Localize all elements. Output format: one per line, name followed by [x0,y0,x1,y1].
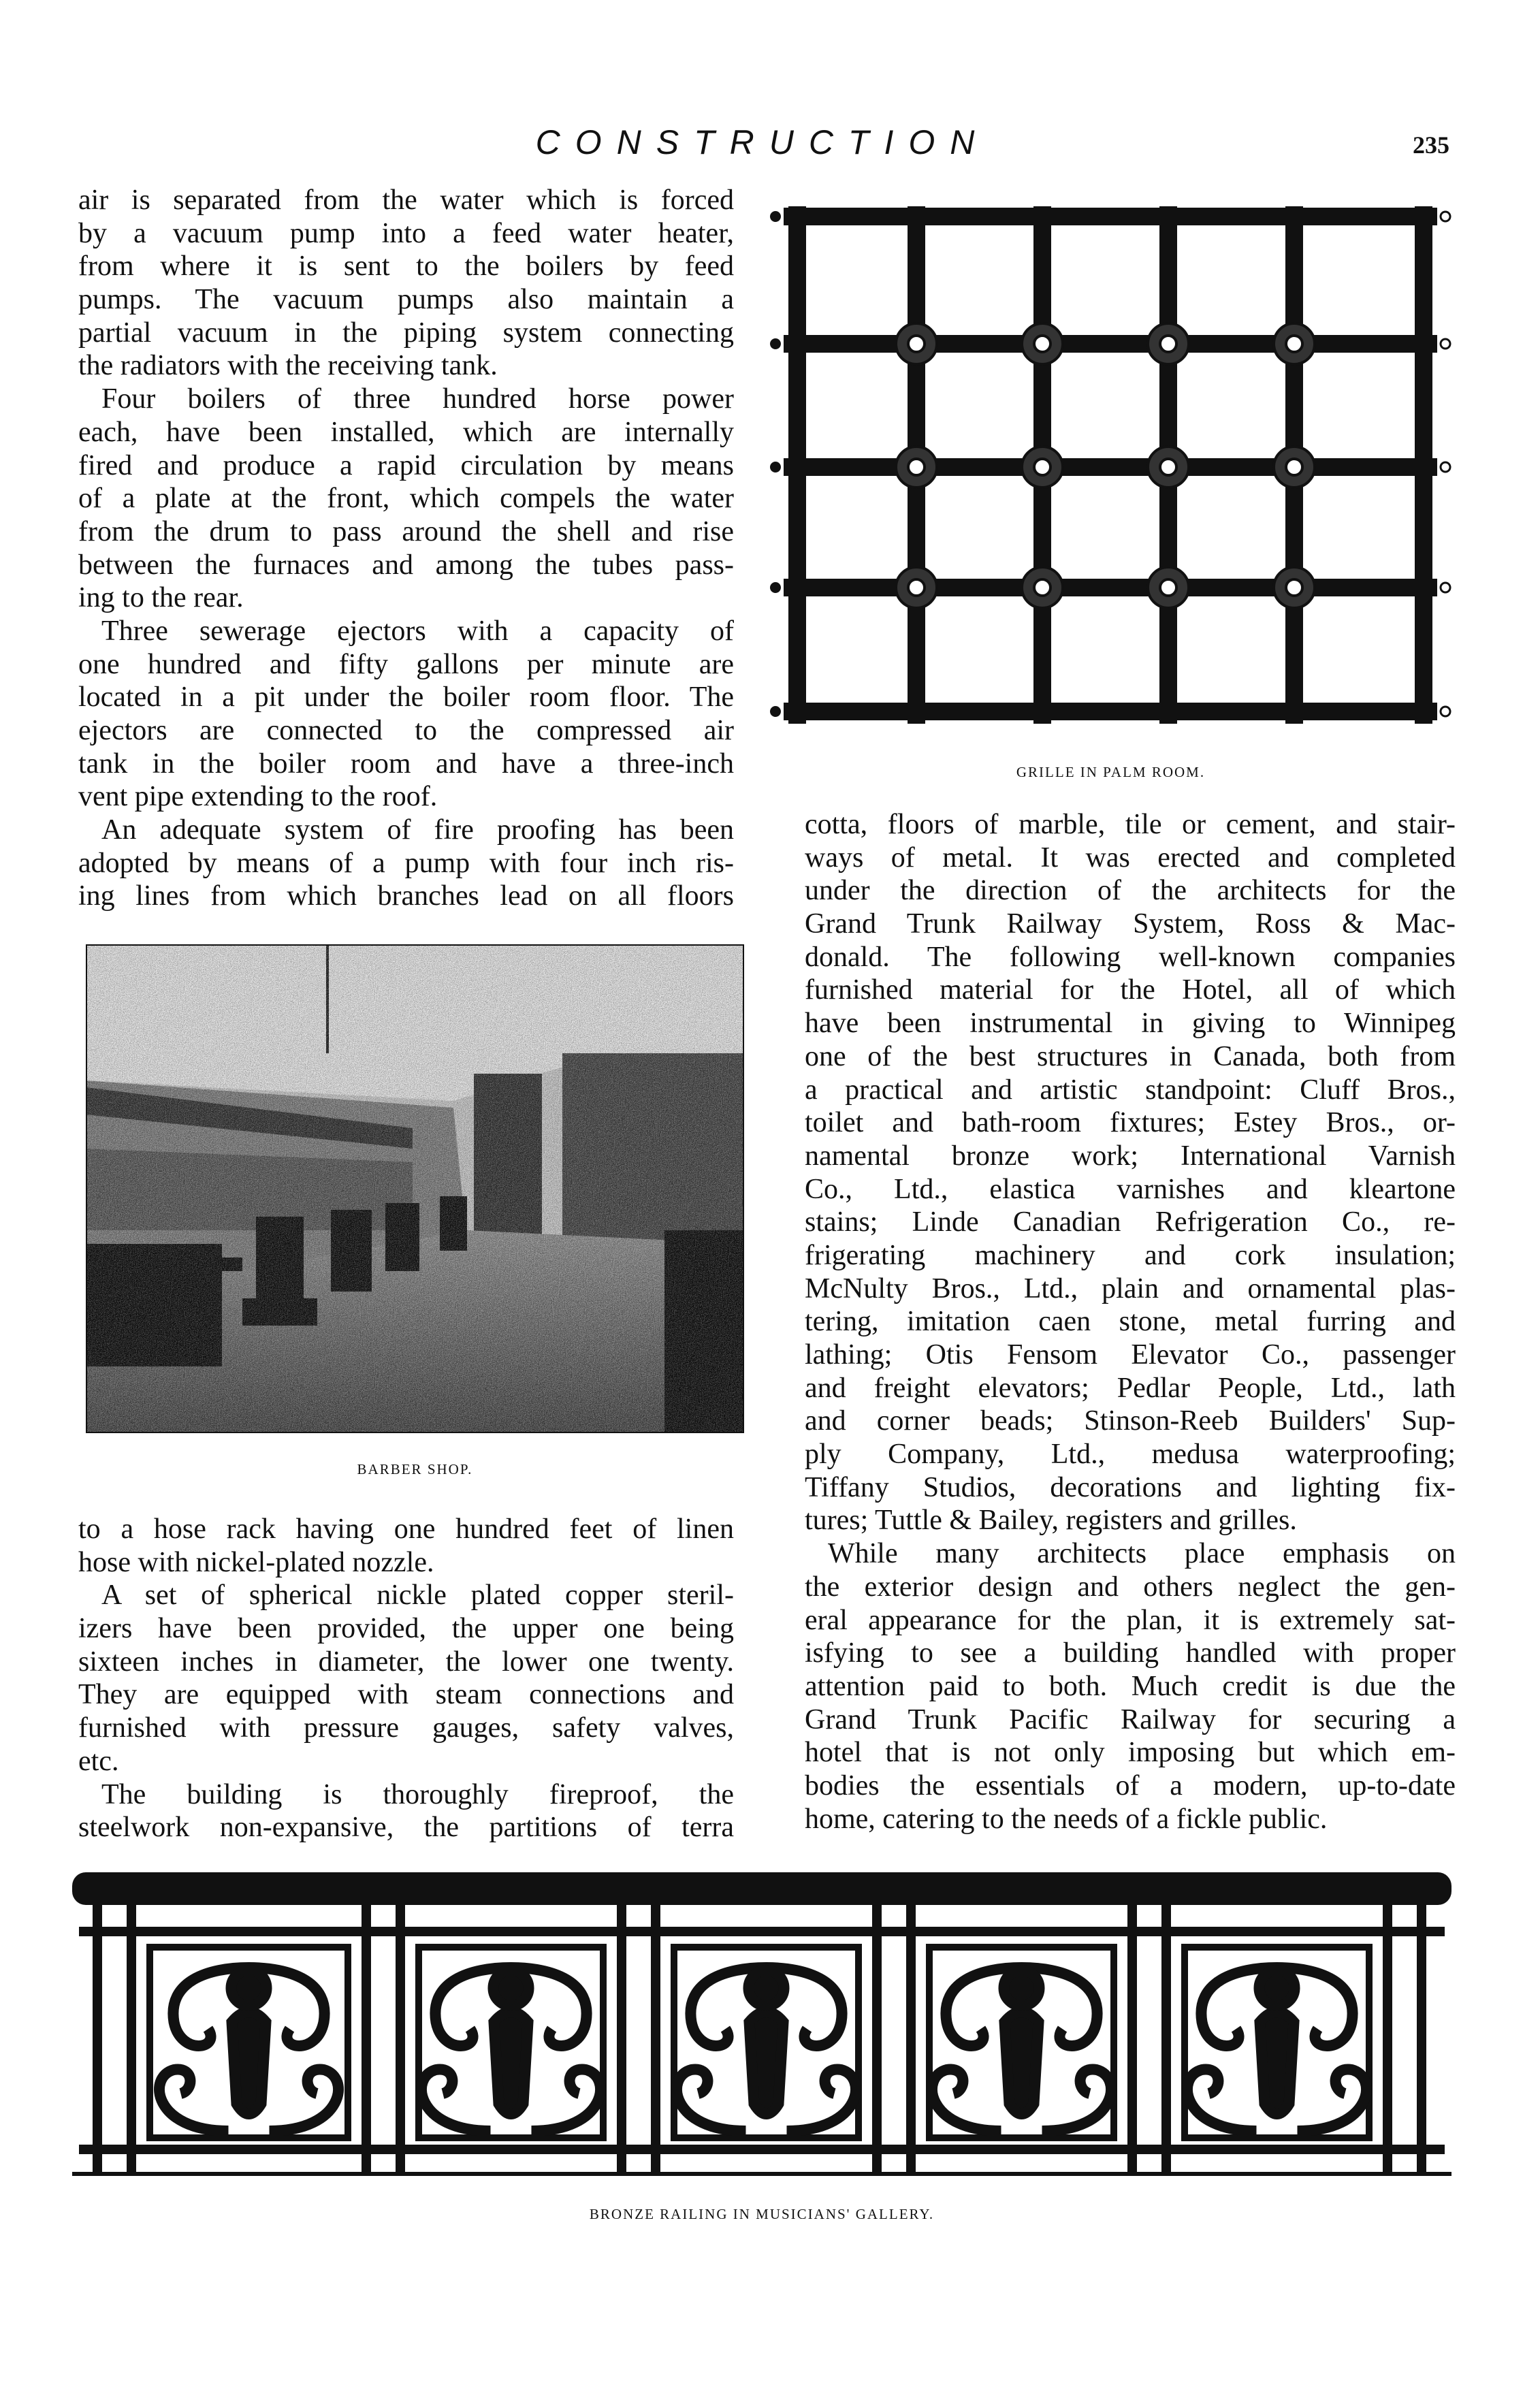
text-line: An adequate system of fire proofing has been [101,814,734,846]
text-line: namental bronze work; International Varnish [805,1140,1456,1172]
grille-drawing [770,193,1451,737]
top-rail [72,1872,1451,1905]
text-line: tering, imitation caen stone, metal furring and [805,1306,1456,1338]
text-line: pumps. The vacuum pumps also maintain a [78,284,734,316]
rosette-center [1034,336,1050,352]
text-line: izers have been provided, the upper one being [78,1613,734,1645]
railing-post [127,1900,136,2175]
text-line: frigerating machinery and cork insulation; [805,1239,1456,1271]
railing-post [617,1900,626,2175]
grille-bar-horizontal [784,579,1437,596]
railing-post [872,1900,882,2175]
railing-caption: BRONZE RAILING IN MUSICIANS' GALLERY. [589,2206,935,2222]
rosette-center [1160,579,1176,596]
text-line: steelwork non-expansive, the partitions of terra [78,1812,734,1844]
text-line: bodies the essentials of a modern, up-to-date [805,1769,1456,1801]
bronze-railing-drawing [72,1872,1451,2188]
text-line: the exterior design and others neglect the gen- [805,1571,1456,1603]
rosette-center [908,336,925,352]
text-line: ing to the rear. [78,582,244,614]
rosette-center [908,579,925,596]
right-column-text [805,808,1456,1836]
text-line: The building is thoroughly fireproof, the [101,1778,734,1810]
text-line: ply Company, Ltd., medusa waterproofing; [805,1439,1456,1471]
scroll-ornament [159,1968,338,2131]
left-column-top-text [78,184,734,913]
text-line: Three sewerage ejectors with a capacity of [101,615,734,647]
grille-bar-horizontal [784,208,1437,225]
text-line: vent pipe extending to the roof. [78,781,438,813]
scroll-ornament [677,1968,856,2131]
text-line: by a vacuum pump into a feed water heater, [78,217,734,249]
railing-post [1383,1900,1392,2175]
text-line: between the furnaces and among the tubes pass- [78,549,734,581]
text-line: Grand Trunk Pacific Railway for securing a [805,1703,1456,1735]
scroll-ornament [1187,1968,1366,2131]
scroll-ornament [421,1968,600,2131]
running-header: CONSTRUCTION [535,123,990,161]
lower-rail [79,2145,1445,2154]
text-line: furnished material for the Hotel, all of which [805,974,1456,1006]
railing-post [1127,1900,1137,2175]
upper-rail [79,1927,1445,1936]
grille-bolt [1441,212,1450,221]
text-line: have been instrumental in giving to Winnipeg [805,1008,1456,1040]
grille-bolt [1441,462,1450,472]
text-line: stains; Linde Canadian Refrigeration Co., re- [805,1206,1456,1238]
grille-bar-horizontal [784,458,1437,476]
text-line: under the direction of the architects for the [805,875,1456,907]
text-line: Tiffany Studios, decorations and lighting fix- [805,1471,1456,1503]
text-line: fired and produce a rapid circulation by means [78,449,734,481]
text-line: tank in the boiler room and have a three-inch [78,748,734,780]
text-line: Grand Trunk Railway System, Ross & Mac- [805,908,1456,940]
text-line: a practical and artistic standpoint: Cluff Bros., [805,1074,1456,1106]
text-line: ejectors are connected to the compressed air [78,715,734,746]
rosette-center [1160,459,1176,475]
grille-bolt [1441,583,1450,592]
text-line: isfying to see a building handled with proper [805,1637,1456,1669]
rosette-center [1034,579,1050,596]
grille-bolt [770,582,781,593]
text-line: donald. The following well-known companies [805,941,1456,973]
text-line: to a hose rack having one hundred feet of linen [78,1513,734,1545]
text-line: sixteen inches in diameter, the lower one twenty. [78,1646,734,1678]
text-line: lathing; Otis Fensom Elevator Co., passenger [805,1339,1456,1371]
base-rail [72,2172,1451,2176]
barber-shop-caption: BARBER SHOP. [357,1461,473,1477]
text-line: located in a pit under the boiler room floor. The [78,682,734,714]
text-line: partial vacuum in the piping system connecting [78,317,734,349]
railing-post [906,1900,916,2175]
grille-bar-horizontal [784,703,1437,720]
text-line: ways of metal. It was erected and completed [805,842,1456,874]
rosette-center [908,459,925,475]
rosette-center [1034,459,1050,475]
text-line: of a plate at the front, which compels the water [78,483,734,515]
text-line: one of the best structures in Canada, both from [805,1040,1456,1072]
text-line: tures; Tuttle & Bailey, registers and grilles. [805,1505,1297,1537]
grille-bolt [770,211,781,222]
text-line: and freight elevators; Pedlar People, Ltd., lath [805,1372,1456,1404]
text-line: adopted by means of a pump with four inch ris- [78,847,734,879]
text-line: the radiators with the receiving tank. [78,350,498,382]
grille-bolt [770,462,781,472]
rosette-center [1286,336,1302,352]
text-line: furnished with pressure gauges, safety valves, [78,1712,734,1744]
text-line: air is separated from the water which is forced [78,185,734,216]
text-line: home, catering to the needs of a fickle public. [805,1803,1328,1835]
railing-post [362,1900,371,2175]
grille-caption: GRILLE IN PALM ROOM. [1016,764,1206,780]
text-line: toilet and bath-room fixtures; Estey Bros., or- [805,1107,1456,1139]
railing-post [1161,1900,1171,2175]
text-line: each, have been installed, which are internally [78,416,734,448]
text-line: eral appearance for the plan, it is extremely sat- [805,1604,1456,1636]
rosette-center [1286,459,1302,475]
text-line: one hundred and fifty gallons per minute are [78,648,734,680]
left-column-bottom-text [78,1513,734,1844]
text-line: ing lines from which branches lead on all floors [78,880,734,912]
grille-bolt [1441,339,1450,349]
railing-post [396,1900,405,2175]
grille-bar-horizontal [784,335,1437,353]
railing-post [1417,1900,1426,2175]
scroll-ornament [932,1968,1111,2131]
text-line: cotta, floors of marble, tile or cement, and stair- [805,809,1456,840]
text-line: They are equipped with steam connections and [78,1679,734,1711]
text-line: from where it is sent to the boilers by feed [78,251,734,283]
barber-shop-photo [86,944,744,1433]
page-number: 235 [1413,131,1449,159]
text-line: attention paid to both. Much credit is due the [805,1670,1456,1702]
text-line: Four boilers of three hundred horse power [101,383,734,415]
text-line: hotel that is not only imposing but which em- [805,1737,1456,1769]
railing-post [93,1900,102,2175]
rosette-center [1160,336,1176,352]
railing-post [651,1900,660,2175]
text-line: A set of spherical nickle plated copper steril- [101,1580,734,1612]
grille-bolt [1441,707,1450,716]
text-line: Co., Ltd., elastica varnishes and kleartone [805,1173,1456,1205]
text-line: McNulty Bros., Ltd., plain and ornamental plas- [805,1272,1456,1304]
grille-bolt [770,338,781,349]
text-line: etc. [78,1745,119,1777]
text-line: from the drum to pass around the shell and rise [78,515,734,547]
text-line: and corner beads; Stinson-Reeb Builders' Sup- [805,1405,1456,1437]
grille-bolt [770,706,781,717]
rosette-center [1286,579,1302,596]
text-line: hose with nickel-plated nozzle. [78,1546,434,1578]
text-line: While many architects place emphasis on [828,1538,1456,1570]
